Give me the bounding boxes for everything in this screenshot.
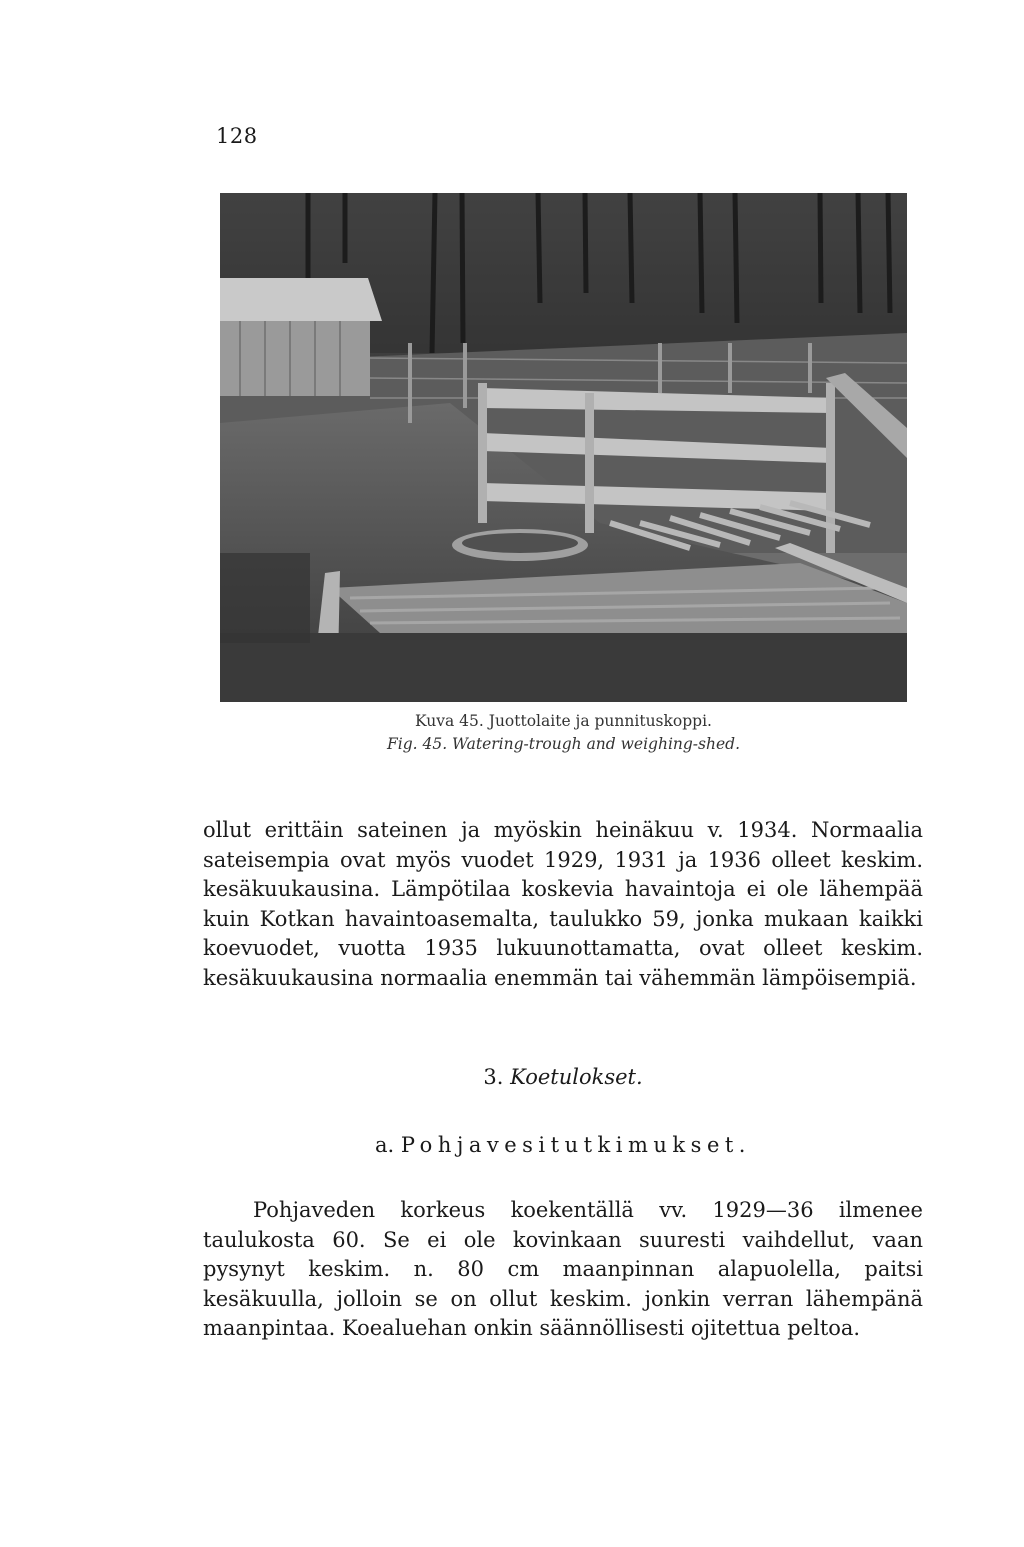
figure-caption-english: Fig. 45. Watering-trough and weighing-shed.	[386, 735, 741, 753]
page-number: 128	[216, 124, 258, 148]
section-number: 3.	[483, 1065, 504, 1089]
section-heading	[203, 1065, 923, 1089]
paragraph: ollut erittäin sateinen ja myöskin heinäkuu v. 1934. Normaalia sateisempia ovat myös vuodet 1929, 1931 ja 1936 olleet keskim. kesäkuukausina. Lämpötilaa koskevia havaintoja ei ole lähempää kuin Kotkan havaintoasemalta, taulukko 59, jonka mukaan kaikki koevuodet, vuotta 1935 lukuunottamatta, ovat olleet keskim. kesäkuukausina normaalia enemmän tai vähemmän lämpöisempiä.	[203, 818, 923, 990]
figure-photo	[220, 193, 907, 702]
watering-trough-photo	[220, 193, 907, 702]
figure-caption-finnish: Kuva 45. Juottolaite ja punnituskoppi.	[415, 712, 712, 730]
section-title: Koetulokset.	[510, 1065, 643, 1089]
subsection-letter: a.	[375, 1133, 395, 1157]
subsection-title: Pohjavesitutkimukset.	[400, 1133, 751, 1157]
paragraph: Pohjaveden korkeus koekentällä vv. 1929—36 ilmenee taulukosta 60. Se ei ole kovinkaan suuresti vaihdellut, vaan pysynyt keskim. n. 80 cm maanpinnan alapuolella, paitsi kesäkuulla, jolloin se on ollut keskim. jonkin verran lähempänä maanpintaa. Koealuehan onkin säännöllisesti ojitettua peltoa.	[203, 1198, 923, 1340]
subsection-heading	[203, 1133, 923, 1157]
